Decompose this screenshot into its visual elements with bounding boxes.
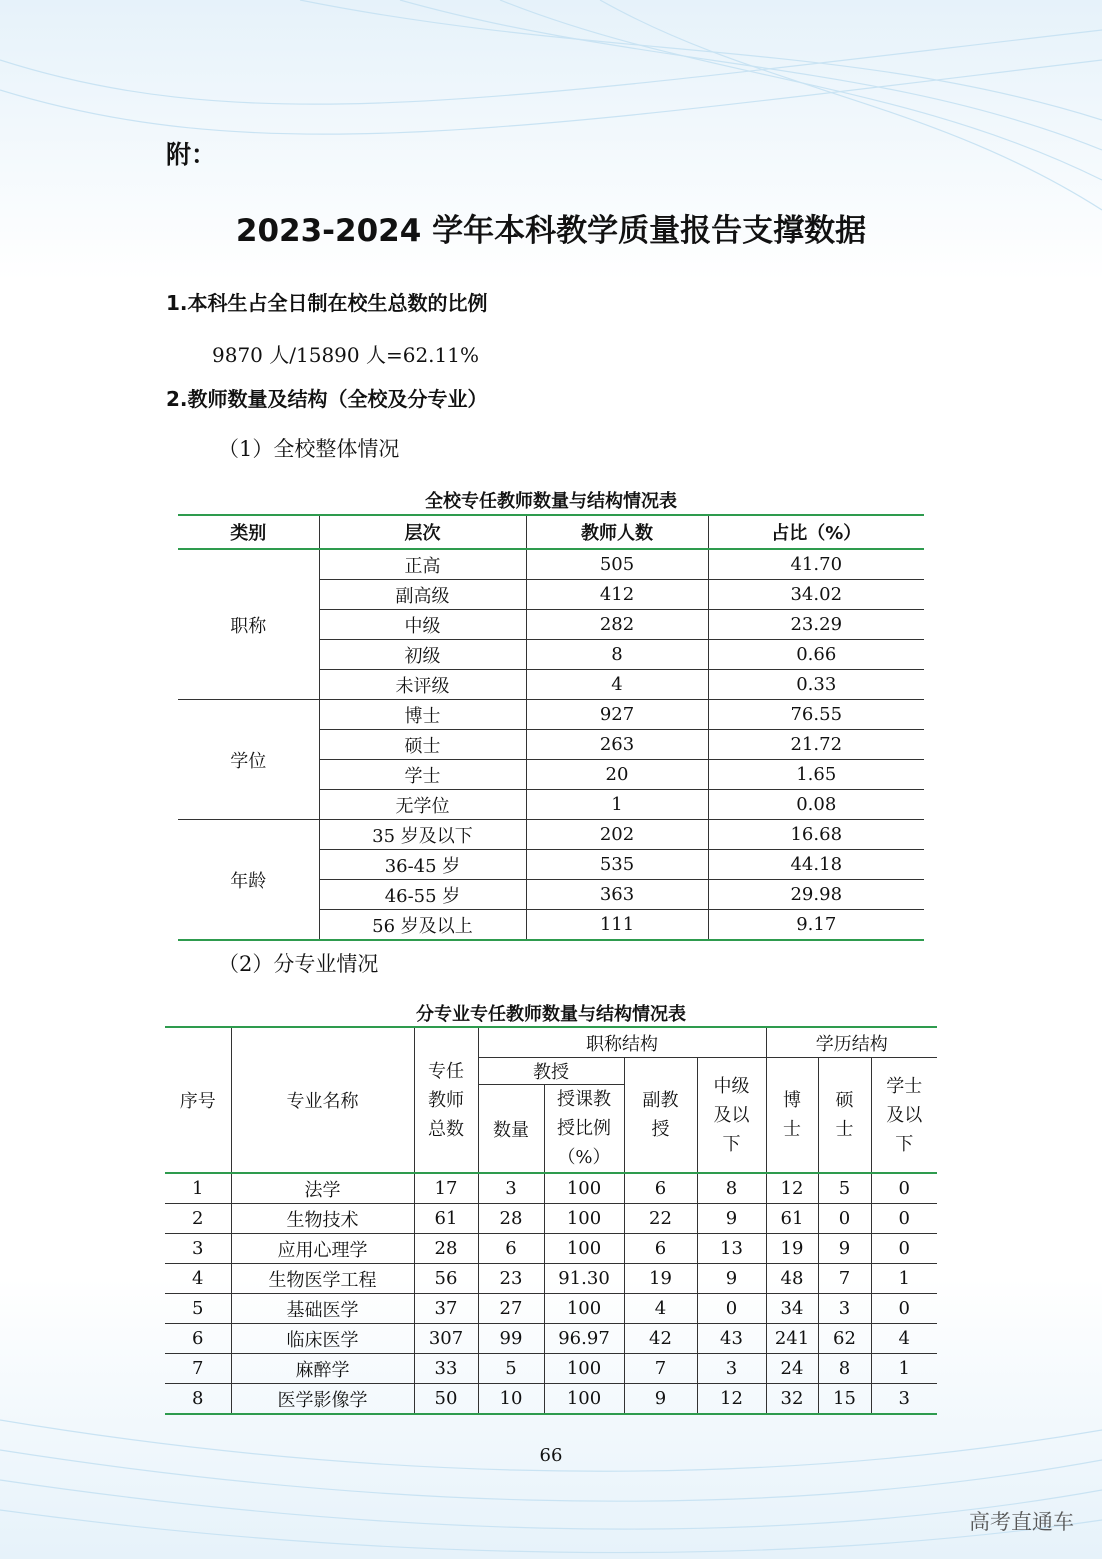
prof-count-cell: 23 (478, 1264, 544, 1294)
master-cell: 8 (818, 1354, 871, 1384)
seq-cell: 8 (165, 1384, 231, 1415)
level-cell: 56 岁及以上 (319, 910, 526, 941)
prof-count-cell: 5 (478, 1354, 544, 1384)
master-cell: 15 (818, 1384, 871, 1415)
header-education-structure: 学历结构 (766, 1027, 937, 1058)
phd-cell: 48 (766, 1264, 818, 1294)
bachelor-cell: 4 (871, 1324, 937, 1354)
appendix-label: 附： (166, 140, 217, 169)
ratio-cell: 100 (544, 1294, 624, 1324)
phd-cell: 19 (766, 1234, 818, 1264)
percent-cell: 76.55 (708, 700, 924, 730)
bachelor-cell: 0 (871, 1173, 937, 1204)
watermark: 高考直通车 (969, 1510, 1074, 1534)
level-cell: 博士 (319, 700, 526, 730)
teacher-structure-table (178, 514, 924, 941)
section2-heading: 2.教师数量及结构（全校及分专业） (166, 387, 488, 411)
bachelor-cell: 1 (871, 1264, 937, 1294)
ratio-cell: 96.97 (544, 1324, 624, 1354)
mid-cell: 43 (697, 1324, 766, 1354)
phd-cell: 24 (766, 1354, 818, 1384)
major-cell: 应用心理学 (231, 1234, 414, 1264)
table-row (165, 1354, 937, 1384)
mid-cell: 3 (697, 1354, 766, 1384)
total-cell: 37 (414, 1294, 478, 1324)
phd-cell: 34 (766, 1294, 818, 1324)
seq-cell: 5 (165, 1294, 231, 1324)
header-title-structure: 职称结构 (478, 1027, 766, 1058)
table-row (165, 1324, 937, 1354)
level-cell: 无学位 (319, 790, 526, 820)
header-associate-professor: 副教 授 (624, 1058, 697, 1174)
section1-heading: 1.本科生占全日制在校生总数的比例 (166, 291, 488, 315)
bachelor-cell: 1 (871, 1354, 937, 1384)
header-professor-count: 数量 (478, 1085, 544, 1174)
table-row (165, 1234, 937, 1264)
page-title: 2023-2024 学年本科教学质量报告支撑数据 (235, 213, 867, 249)
major-cell: 生物医学工程 (231, 1264, 414, 1294)
percent-cell: 34.02 (708, 580, 924, 610)
ratio-cell: 100 (544, 1173, 624, 1204)
assoc-cell: 6 (624, 1234, 697, 1264)
section2-sub1: （1）全校整体情况 (218, 437, 400, 461)
category-cell: 职称 (178, 549, 319, 700)
master-cell: 62 (818, 1324, 871, 1354)
table1-caption: 全校专任教师数量与结构情况表 (425, 491, 677, 512)
header-total: 专任 教师 总数 (414, 1027, 478, 1173)
header-phd: 博 士 (766, 1058, 818, 1174)
count-cell: 202 (526, 820, 708, 850)
count-cell: 282 (526, 610, 708, 640)
ratio-cell: 100 (544, 1204, 624, 1234)
bachelor-cell: 0 (871, 1234, 937, 1264)
total-cell: 28 (414, 1234, 478, 1264)
table-row (165, 1204, 937, 1234)
percent-cell: 1.65 (708, 760, 924, 790)
seq-cell: 3 (165, 1234, 231, 1264)
header-major: 专业名称 (231, 1027, 414, 1173)
category-cell: 学位 (178, 700, 319, 820)
seq-cell: 6 (165, 1324, 231, 1354)
header-professor: 教授 (478, 1058, 624, 1085)
table-row (165, 1264, 937, 1294)
percent-cell: 21.72 (708, 730, 924, 760)
ratio-cell: 100 (544, 1384, 624, 1415)
bachelor-cell: 3 (871, 1384, 937, 1415)
major-cell: 生物技术 (231, 1204, 414, 1234)
major-cell: 法学 (231, 1173, 414, 1204)
level-cell: 正高 (319, 549, 526, 580)
header-master: 硕 士 (818, 1058, 871, 1174)
percent-cell: 9.17 (708, 910, 924, 941)
total-cell: 56 (414, 1264, 478, 1294)
mid-cell: 13 (697, 1234, 766, 1264)
level-cell: 未评级 (319, 670, 526, 700)
header-level: 层次 (319, 515, 526, 549)
header-bachelor-below: 学士 及以 下 (871, 1058, 937, 1174)
header-percentage: 占比（%） (708, 515, 924, 549)
prof-count-cell: 6 (478, 1234, 544, 1264)
prof-count-cell: 99 (478, 1324, 544, 1354)
percent-cell: 0.66 (708, 640, 924, 670)
seq-cell: 7 (165, 1354, 231, 1384)
total-cell: 61 (414, 1204, 478, 1234)
assoc-cell: 42 (624, 1324, 697, 1354)
table-row (178, 700, 924, 730)
header-teaching-ratio: 授课教 授比例 （%） (544, 1085, 624, 1174)
prof-count-cell: 28 (478, 1204, 544, 1234)
category-cell: 年龄 (178, 820, 319, 941)
percent-cell: 41.70 (708, 549, 924, 580)
ratio-cell: 91.30 (544, 1264, 624, 1294)
count-cell: 263 (526, 730, 708, 760)
percent-cell: 0.33 (708, 670, 924, 700)
table-row (165, 1173, 937, 1204)
percent-cell: 16.68 (708, 820, 924, 850)
assoc-cell: 19 (624, 1264, 697, 1294)
header-category: 类别 (178, 515, 319, 549)
count-cell: 412 (526, 580, 708, 610)
count-cell: 4 (526, 670, 708, 700)
prof-count-cell: 27 (478, 1294, 544, 1324)
seq-cell: 2 (165, 1204, 231, 1234)
ratio-cell: 100 (544, 1354, 624, 1384)
level-cell: 学士 (319, 760, 526, 790)
table2-caption: 分专业专任教师数量与结构情况表 (416, 1004, 686, 1025)
assoc-cell: 22 (624, 1204, 697, 1234)
percent-cell: 44.18 (708, 850, 924, 880)
count-cell: 20 (526, 760, 708, 790)
count-cell: 1 (526, 790, 708, 820)
mid-cell: 12 (697, 1384, 766, 1415)
major-cell: 麻醉学 (231, 1354, 414, 1384)
phd-cell: 32 (766, 1384, 818, 1415)
phd-cell: 12 (766, 1173, 818, 1204)
phd-cell: 61 (766, 1204, 818, 1234)
total-cell: 33 (414, 1354, 478, 1384)
assoc-cell: 6 (624, 1173, 697, 1204)
count-cell: 111 (526, 910, 708, 941)
level-cell: 硕士 (319, 730, 526, 760)
master-cell: 7 (818, 1264, 871, 1294)
header-seq: 序号 (165, 1027, 231, 1173)
seq-cell: 4 (165, 1264, 231, 1294)
assoc-cell: 7 (624, 1354, 697, 1384)
page-number: 66 (539, 1445, 563, 1466)
level-cell: 中级 (319, 610, 526, 640)
table-row (165, 1294, 937, 1324)
prof-count-cell: 3 (478, 1173, 544, 1204)
bachelor-cell: 0 (871, 1294, 937, 1324)
master-cell: 5 (818, 1173, 871, 1204)
total-cell: 307 (414, 1324, 478, 1354)
major-teacher-table (165, 1026, 937, 1415)
master-cell: 3 (818, 1294, 871, 1324)
level-cell: 36-45 岁 (319, 850, 526, 880)
count-cell: 8 (526, 640, 708, 670)
percent-cell: 23.29 (708, 610, 924, 640)
section1-ratio-text: 9870 人/15890 人=62.11% (212, 343, 479, 367)
assoc-cell: 9 (624, 1384, 697, 1415)
section2-sub2: （2）分专业情况 (218, 952, 379, 976)
mid-cell: 0 (697, 1294, 766, 1324)
major-cell: 临床医学 (231, 1324, 414, 1354)
major-cell: 医学影像学 (231, 1384, 414, 1415)
seq-cell: 1 (165, 1173, 231, 1204)
table-row (165, 1384, 937, 1415)
count-cell: 505 (526, 549, 708, 580)
level-cell: 35 岁及以下 (319, 820, 526, 850)
assoc-cell: 4 (624, 1294, 697, 1324)
mid-cell: 8 (697, 1173, 766, 1204)
bachelor-cell: 0 (871, 1204, 937, 1234)
mid-cell: 9 (697, 1264, 766, 1294)
level-cell: 副高级 (319, 580, 526, 610)
count-cell: 535 (526, 850, 708, 880)
percent-cell: 29.98 (708, 880, 924, 910)
percent-cell: 0.08 (708, 790, 924, 820)
table-row (178, 820, 924, 850)
ratio-cell: 100 (544, 1234, 624, 1264)
table-row (178, 549, 924, 580)
total-cell: 17 (414, 1173, 478, 1204)
header-intermediate-below: 中级 及以 下 (697, 1058, 766, 1174)
level-cell: 初级 (319, 640, 526, 670)
master-cell: 9 (818, 1234, 871, 1264)
level-cell: 46-55 岁 (319, 880, 526, 910)
total-cell: 50 (414, 1384, 478, 1415)
prof-count-cell: 10 (478, 1384, 544, 1415)
header-teacher-count: 教师人数 (526, 515, 708, 549)
count-cell: 363 (526, 880, 708, 910)
major-cell: 基础医学 (231, 1294, 414, 1324)
mid-cell: 9 (697, 1204, 766, 1234)
master-cell: 0 (818, 1204, 871, 1234)
count-cell: 927 (526, 700, 708, 730)
table-header-row (178, 515, 924, 549)
phd-cell: 241 (766, 1324, 818, 1354)
